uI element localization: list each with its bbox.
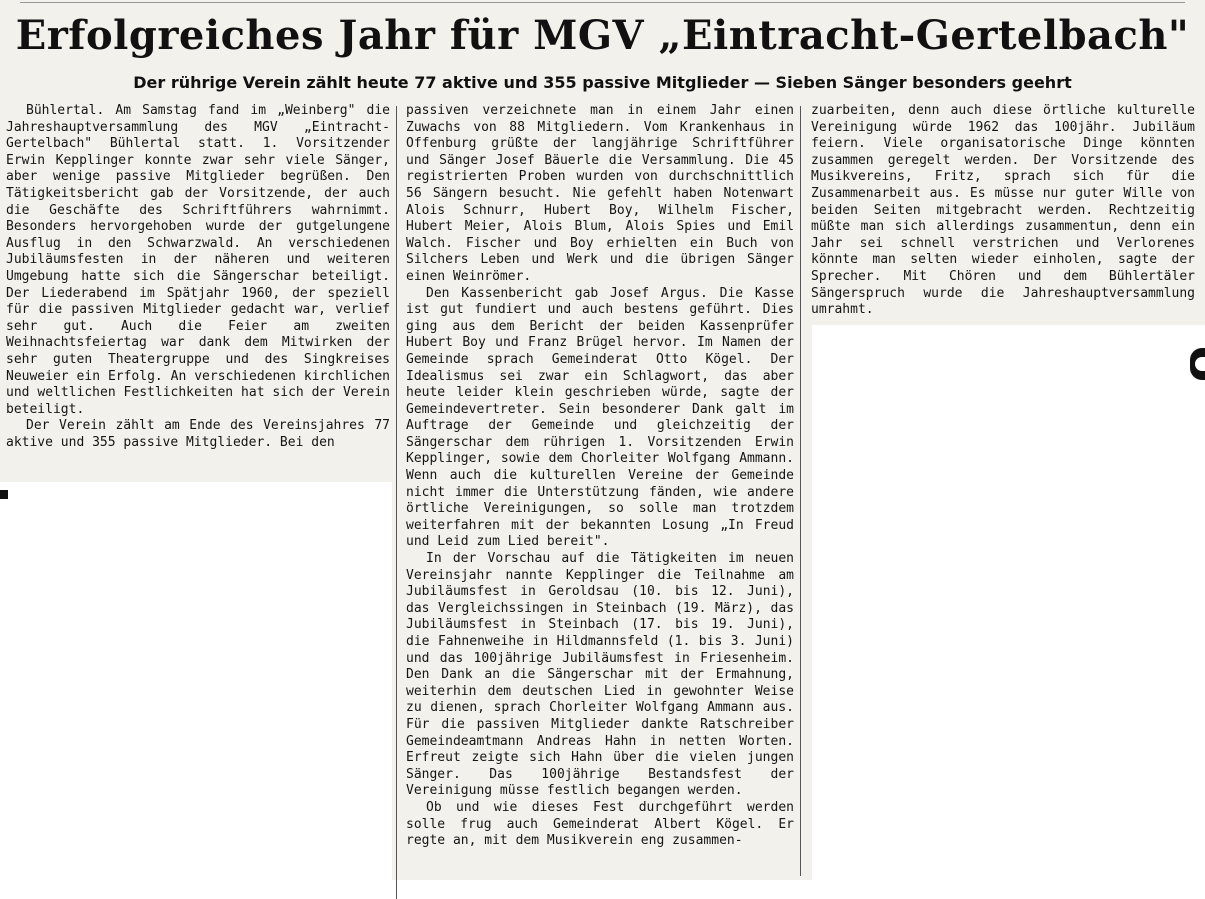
column-2-paragraph-2: Den Kassenbericht gab Josef Argus. Die Kasse ist gut fundiert und auch bestens geführt. Dies ging aus dem Bericht der beiden Kassenprüfer Hubert Boy und Franz Brügel hervor. Im Namen der Gemeinde sprach Gemeinderat Otto Kögel. Der Idealismus sei zwar ein Schlagwort, das aber heute leider klein geschrieben würde, sagte der Gemeindevertreter. Sein besonderer Dank galt im Auftrage der Gemeinde und gleichzeitig der Sängerschar dem rührigen 1. Vorsitzenden Erwin Kepplinger, sowie dem Chorleiter Wolfgang Ammann. Wenn auch die kulturellen Vereine der Gemeinde nicht immer die Unterstützung fänden, wie andere örtliche Vereinigungen, so solle man trotzdem weiterfahren mit der bekannten Losung „In Freud und Leid zum Lied bereit".	[406, 285, 794, 550]
column-2-paragraph-4: Ob und wie dieses Fest durchgeführt werden solle frug auch Gemeinderat Albert Kögel. Er regte an, mit dem Musikverein eng zusammen-	[406, 799, 794, 849]
top-rule	[20, 2, 1185, 3]
blank-area-bottom	[392, 880, 1205, 899]
article-column-2	[406, 103, 794, 850]
column-2-paragraph-3: In der Vorschau auf die Tätigkeiten im neuen Vereinsjahr nannte Kepplinger die Teilnahme am Jubiläumsfest in Geroldsau (10. bis 12. Juni), das Vergleichssingen in Steinbach (19. März), das Jubiläumsfest in Steinbach (17. bis 19. Juni), die Fahnenweihe in Hildmannsfeld (1. bis 3. Juni) und das 100jährige Jubiläumsfest in Friesenheim. Den Dank an die Sängerschar mit der Ermahnung, weiterhin dem deutschen Lied in gewohnter Weise zu dienen, sprach Chorleiter Wolfgang Ammann aus. Für die passiven Mitglieder dankte Ratschreiber Gemeindeamtmann Andreas Hahn in netten Worten. Erfreut zeigte sich Hahn über die vielen jungen Sänger. Das 100jährige Bestandsfest der Vereinigung müsse festlich begangen werden.	[406, 551, 794, 799]
blank-area	[0, 482, 392, 899]
column-3-paragraph-1: zuarbeiten, denn auch diese örtliche kulturelle Vereinigung würde 1962 das 100jähr. Jubiläum feiern. Viele organisatorische Dinge könnten zusammen geregelt werden. Der Vorsitzende des Musikvereins, Fritz, sprach sich für die Zusammenarbeit aus. Es müsse nur guter Wille von beiden Seiten mitgebracht werden. Rechtzeitig müßte man sich allerdings zusammentun, denn ein Jahr sei schnell verstrichen und Verlorenes könnte man selten wieder einholen, sagte der Sprecher. Mit Chören und dem Bühlertäler Sängerspruch wurde die Jahreshauptversammlung umrahmt.	[811, 103, 1195, 318]
blank-area-right	[812, 325, 1205, 885]
article-subheadline: Der rührige Verein zählt heute 77 aktive und 355 passive Mitglieder — Sieben Sänger besonders geehrt	[133, 73, 1072, 92]
column-1-paragraph-1: Bühlertal. Am Samstag fand im „Weinberg" die Jahreshauptversammlung des MGV „Eintracht-Gertelbach" Bühlertal statt. 1. Vorsitzender Erwin Kepplinger konnte zwar sehr viele Sänger, aber wenige passive Mitglieder begrüßen. Den Tätigkeitsbericht gab der Vorsitzende, der auch die Geschäfte des Schriftführers wahrnimmt. Besonders hervorgehoben wurde der gutgelungene Ausflug in den Schwarzwald. An verschiedenen Jubiläumsfesten in der näheren und weiteren Umgebung hatte sich die Sängerschar beteiligt. Der Liederabend im Spätjahr 1960, der speziell für die passiven Mitglieder gedacht war, verlief sehr gut. Auch die Feier am zweiten Weihnachtsfeiertag war dank dem Mitwirken der sehr guten Theatergruppe und des Singkreises Neuweier ein Erfolg. An verschiedenen kirchlichen und weltlichen Festlichkeiten hat sich der Verein beteiligt.	[6, 103, 390, 417]
cropped-letter-mark	[1190, 348, 1205, 380]
article-column-1	[6, 103, 390, 451]
column-divider-2	[800, 106, 801, 876]
column-2-paragraph-1: passiven verzeichnete man in einem Jahr einen Zuwachs von 88 Mitgliedern. Vom Krankenhaus in Offenburg grüßte der langjährige Schriftführer und Sänger Josef Bäuerle die Versammlung. Die 45 registrierten Proben wurden von durchschnittlich 56 Sängern besucht. Nie gefehlt haben Notenwart Alois Schnurr, Hubert Boy, Wilhelm Fischer, Hubert Meier, Alois Blum, Alois Spies und Emil Walch. Fischer und Boy erhielten ein Buch von Silchers Leben und Werk und die übrigen Sänger einen Weinrömer.	[406, 103, 794, 284]
cropped-print-mark	[0, 490, 8, 499]
column-divider-1	[396, 106, 397, 899]
article-headline: Erfolgreiches Jahr für MGV „Eintracht-Gertelbach"	[15, 12, 1190, 59]
article-column-3	[811, 103, 1195, 319]
column-1-paragraph-2: Der Verein zählt am Ende des Vereinsjahres 77 aktive und 355 passive Mitglieder. Bei den	[6, 418, 390, 450]
